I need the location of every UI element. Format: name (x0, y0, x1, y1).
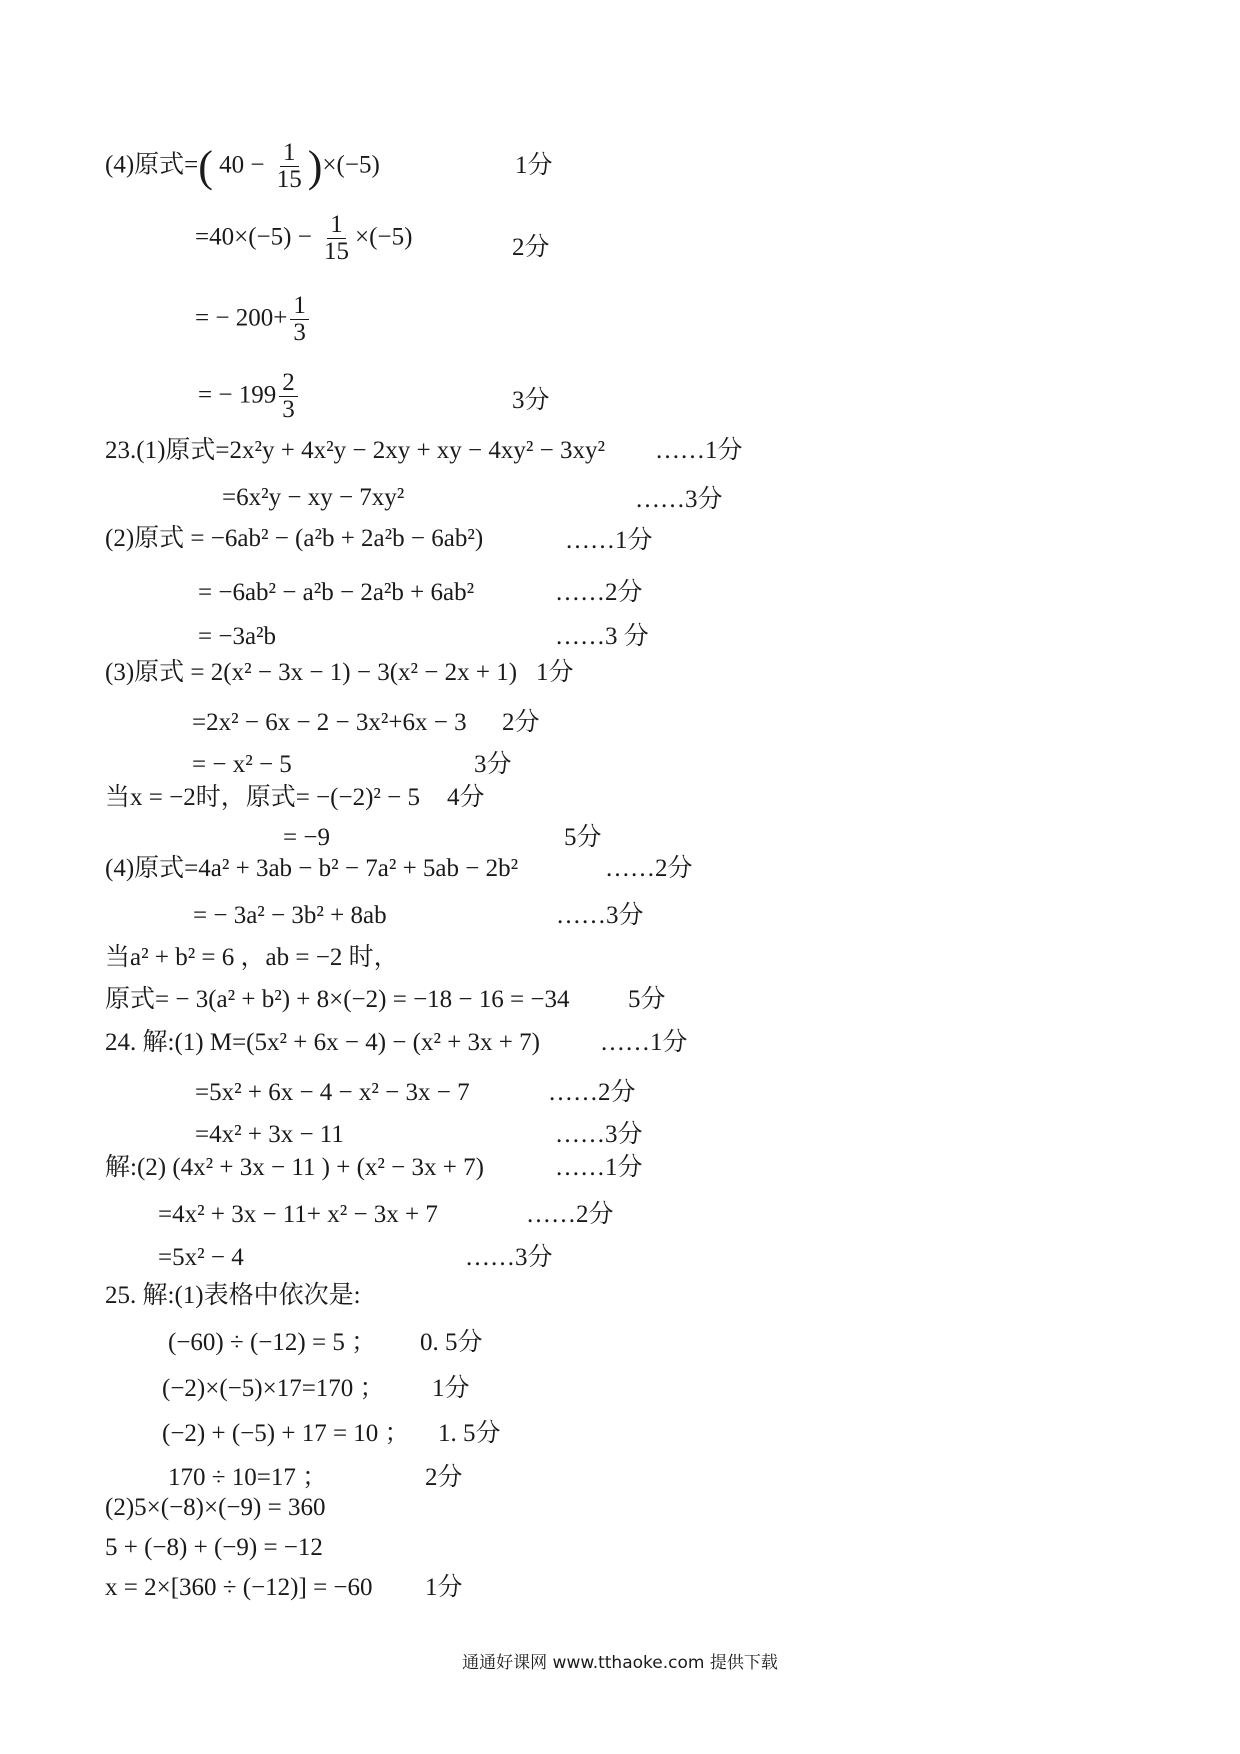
q23-4-line4: 原式= − 3(a² + b²) + 8×(−2) = −18 − 16 = −34 (105, 986, 570, 1013)
q22-4-line3: = − 200+ $\frac{1}{3}$ (195, 293, 312, 347)
q23-4-line3: 当a² + b² = 6 ，ab = −2 时， (105, 944, 399, 971)
fraction: $\frac{1}{3}$ (290, 293, 309, 347)
q25-line3: (−2)×(−5)×17=170 ； (162, 1375, 385, 1402)
q23-3-line3: = − x² − 5 (192, 751, 292, 778)
q23-3-line5: = −9 (283, 824, 330, 851)
score: 5分 (564, 824, 602, 851)
score: ……1分 (555, 1154, 643, 1181)
score: 2分 (425, 1464, 463, 1491)
score: 5分 (628, 986, 666, 1013)
score: 3分 (474, 751, 512, 778)
score: ……3分 (465, 1244, 553, 1271)
score: 4分 (447, 784, 485, 811)
q25-line8: x = 2×[360 ÷ (−12)] = −60 (105, 1574, 373, 1601)
fraction: $\frac{1}{15}$ (324, 211, 350, 266)
score: 1分 (536, 659, 574, 686)
score: ……3分 (556, 902, 644, 929)
q24-line4: 解:(2) (4x² + 3x − 11 ) + (x² − 3x + 7) (105, 1154, 484, 1181)
q23-3-line4: 当x = −2时，原式= −(−2)² − 5 (105, 784, 420, 811)
q25-line6: (2)5×(−8)×(−9) = 360 (105, 1494, 326, 1521)
q22-4-line1: (4)原式=( 40 − $\frac{1}{15}$ )×(−5) (105, 139, 380, 194)
score: 2分 (502, 709, 540, 736)
q22-4-line2: =40×(−5) − $\frac{1}{15}$ ×(−5) (195, 211, 413, 266)
score: ……3 分 (555, 623, 649, 650)
q23-3-line1: (3)原式 = 2(x² − 3x − 1) − 3(x² − 2x + 1) (105, 659, 518, 686)
score: ……1分 (565, 527, 653, 554)
q22-4-line4: = − 199 $\frac{2}{3}$ (198, 370, 301, 424)
score: 1. 5分 (438, 1420, 501, 1447)
q24-line3: =4x² + 3x − 11 (195, 1121, 344, 1148)
score: ……2分 (555, 579, 643, 606)
q25-line2: (−60) ÷ (−12) = 5 ； (168, 1329, 377, 1356)
q23-2-line1: (2)原式 = −6ab² − (a²b + 2a²b − 6ab²) (105, 525, 484, 552)
score: 2分 (512, 234, 550, 261)
q23-1-line2: =6x²y − xy − 7xy² (222, 484, 405, 511)
score: ……3分 (555, 1121, 643, 1148)
score: ……3分 (635, 486, 723, 513)
score: 1分 (432, 1375, 470, 1402)
q25-line4: (−2) + (−5) + 17 = 10 ； (162, 1420, 410, 1447)
q24-line6: =5x² − 4 (158, 1244, 244, 1271)
footer-source-note: 通通好课网 www.tthaoke.com 提供下载 (462, 1653, 778, 1673)
score: 3分 (512, 387, 550, 414)
q23-4-line1: (4)原式=4a² + 3ab − b² − 7a² + 5ab − 2b² (105, 855, 519, 882)
q23-2-line2: = −6ab² − a²b − 2a²b + 6ab² (198, 579, 475, 606)
q25-line5: 170 ÷ 10=17 ； (168, 1464, 328, 1491)
q25-line1: 25. 解:(1)表格中依次是: (105, 1282, 361, 1309)
q23-2-line3: = −3a²b (198, 623, 277, 650)
score: ……2分 (548, 1079, 636, 1106)
fraction: $\frac{2}{3}$ (279, 370, 298, 424)
score: ……2分 (526, 1201, 614, 1228)
q24-line5: =4x² + 3x − 11+ x² − 3x + 7 (158, 1201, 438, 1228)
q24-line2: =5x² + 6x − 4 − x² − 3x − 7 (195, 1079, 470, 1106)
q24-line1: 24. 解:(1) M=(5x² + 6x − 4) − (x² + 3x + 7) (105, 1029, 540, 1056)
score: ……1分 (600, 1029, 688, 1056)
q23-3-line2: =2x² − 6x − 2 − 3x²+6x − 3 (192, 709, 467, 736)
score: 1分 (515, 152, 553, 179)
q25-line7: 5 + (−8) + (−9) = −12 (105, 1534, 323, 1561)
q23-1-line1: 23.(1)原式=2x²y + 4x²y − 2xy + xy − 4xy² − 3xy² (105, 437, 605, 464)
score: 0. 5分 (420, 1329, 483, 1356)
score: 1分 (425, 1574, 463, 1601)
score: ……2分 (605, 855, 693, 882)
q23-4-line2: = − 3a² − 3b² + 8ab (193, 902, 387, 929)
fraction: $\frac{1}{15}$ (276, 139, 302, 194)
score: ……1分 (655, 437, 743, 464)
